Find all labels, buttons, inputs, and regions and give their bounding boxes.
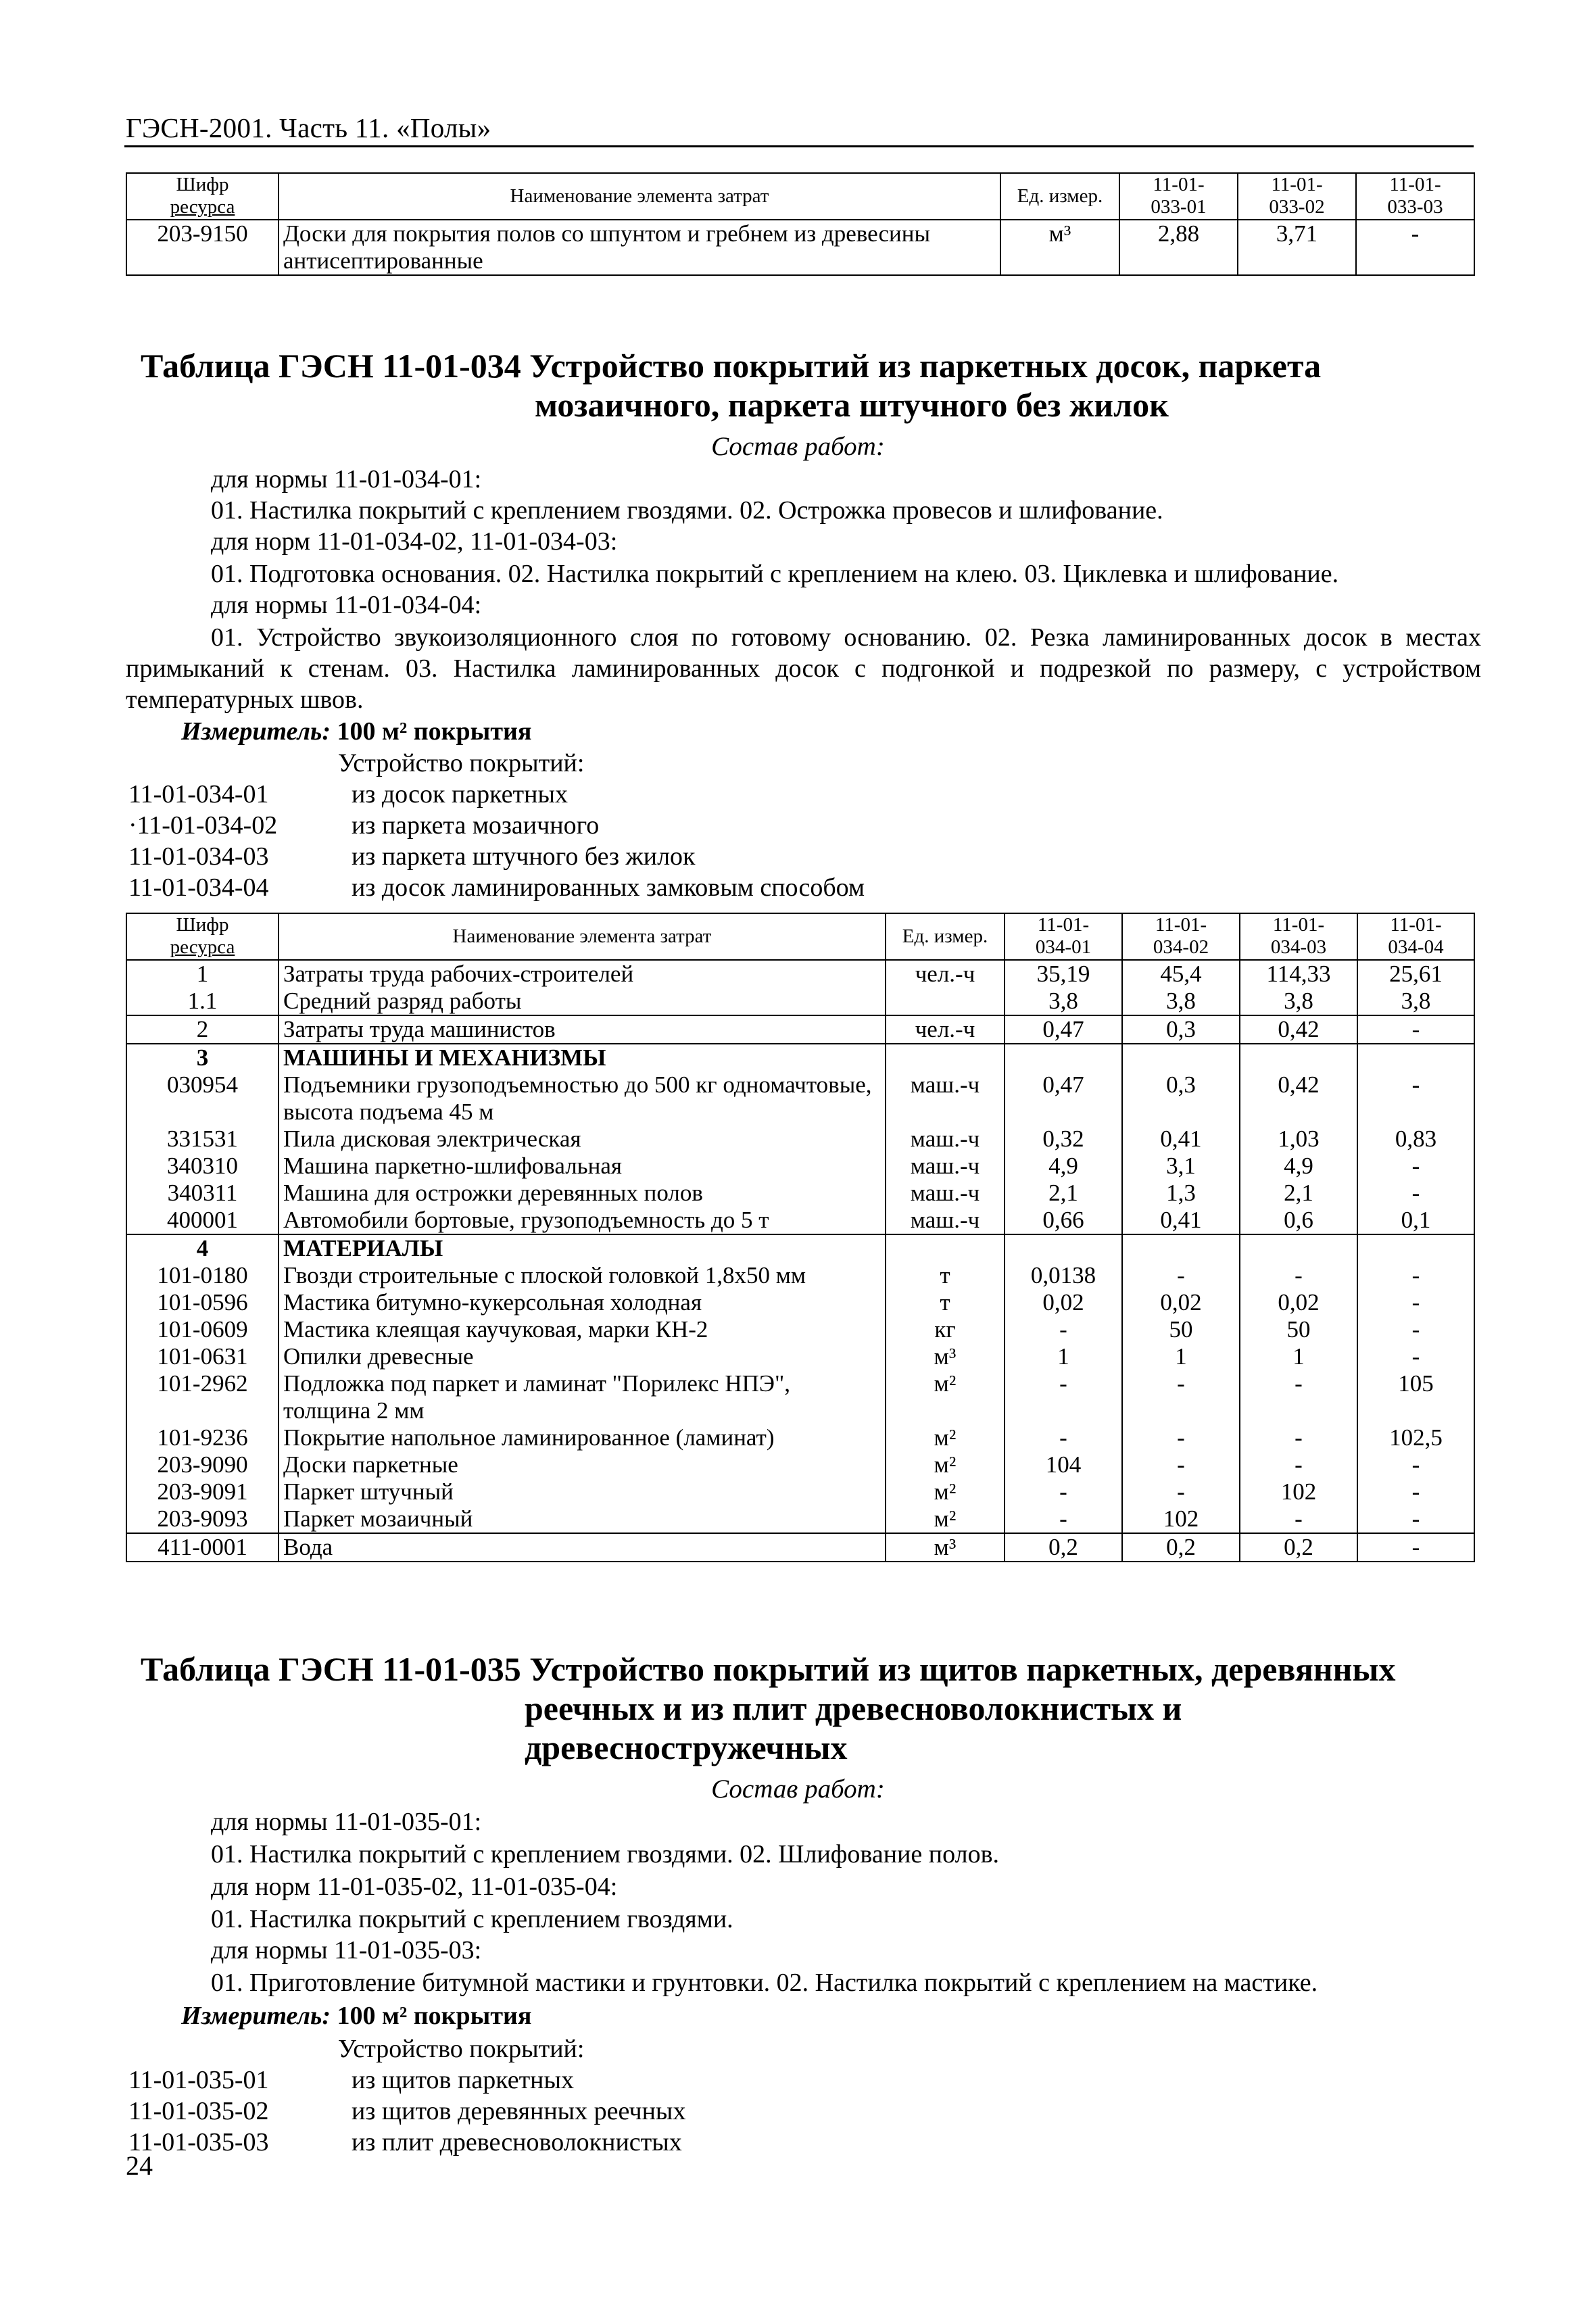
value-cell: - [1357,1262,1474,1289]
col-header-norm: 11-01- 033-03 [1356,173,1474,220]
value-cell: - [1357,1316,1474,1343]
resource-code: 101-2962 [126,1370,279,1424]
value-cell: 3,8 [1005,988,1122,1015]
table-row [126,1289,1474,1316]
col-header-unit: Ед. измер. [886,913,1005,960]
cost-item-name: Мастика клеящая каучуковая, марки КН-2 [279,1316,886,1343]
value-cell: - [1357,1478,1474,1505]
value-cell [1005,1044,1122,1071]
table-row [126,1015,1474,1044]
section-title-035: Таблица ГЭСН 11-01-035 Устройство покрытий из щитов паркетных, деревянных реечных и из плит древесноволокнистых и древесностружечных [141,1650,1396,1766]
value-cell: 0,66 [1005,1207,1122,1234]
resource-code: 030954 [126,1071,279,1126]
table-row [126,1505,1474,1533]
col-header-code: Шифр ресурса [126,913,279,960]
norm-item [128,2096,685,2127]
value-cell: 1 [1122,1343,1240,1370]
value-cell: - [1122,1262,1240,1289]
table-row [126,1533,1474,1562]
cost-item-name: Машина для острожки деревянных полов [279,1180,886,1207]
norm-description: из паркета штучного без жилок [352,842,696,871]
cost-item-name: Пила дисковая электрическая [279,1126,886,1153]
value-cell: 0,3 [1122,1071,1240,1126]
value-cell: 102 [1240,1478,1357,1505]
value-cell: - [1357,1533,1474,1562]
col-header-norm: 11-01- 033-02 [1238,173,1356,220]
unit-cell [886,1234,1005,1262]
value-cell: - [1240,1505,1357,1533]
resource-code: 101-9236 [126,1424,279,1451]
resource-code: 101-0631 [126,1343,279,1370]
value-cell: 104 [1005,1451,1122,1478]
value-cell: 4,9 [1240,1153,1357,1180]
value-cell [1357,1044,1474,1071]
resource-code: 203-9090 [126,1451,279,1478]
norm-code: 11-01-035-01 [128,2066,269,2094]
norm-item [128,810,865,841]
resource-code: 4 [126,1234,279,1262]
norm-item [128,779,865,810]
work-list: 01. Приготовление битумной мастики и грунтовки. 02. Настилка покрытий с креплением на мастике. [211,1969,1318,1997]
value-cell: - [1122,1451,1240,1478]
norm-item [128,872,865,903]
unit-cell: м² [886,1451,1005,1478]
value-cell: - [1357,1015,1474,1044]
resource-code: 400001 [126,1207,279,1234]
unit-cell: м³ [886,1533,1005,1562]
norm-description: из щитов паркетных [352,2066,575,2094]
unit-cell [886,988,1005,1015]
norm-item [128,2065,685,2096]
unit-cell: маш.-ч [886,1207,1005,1234]
measure-line: Измеритель: 100 м² покрытия [181,717,532,746]
norm-item [128,2127,685,2158]
resource-code: 3 [126,1044,279,1071]
section-title-034: Таблица ГЭСН 11-01-034 Устройство покрытий из паркетных досок, паркета мозаичного, паркета штучного без жилок [141,347,1322,424]
norm-scope: для норм 11-01-034-02, 11-01-034-03: [211,527,618,556]
value-cell: 0,02 [1240,1289,1357,1316]
unit-cell: м² [886,1478,1005,1505]
col-header-norm: 11-01- 034-03 [1240,913,1357,960]
unit-cell: чел.-ч [886,1015,1005,1044]
unit-cell: м² [886,1505,1005,1533]
value-cell: 50 [1122,1316,1240,1343]
value-cell: 0,1 [1357,1207,1474,1234]
resource-code: 340311 [126,1180,279,1207]
resource-code: 411-0001 [126,1533,279,1562]
work-list: 01. Устройство звукоизоляционного слоя по готовому основанию. 02. Резка ламинированных досок в местах примыканий к стенам. 03. Настилка ламинированных досок с подгонкой и подрезкой по размеру, с устройством температурных швов. [126,623,1481,714]
value-cell [1357,1234,1474,1262]
table-row [126,1207,1474,1234]
norm-code: 11-01-035-02 [128,2097,269,2125]
value-cell: 0,41 [1122,1207,1240,1234]
value-cell: 0,2 [1240,1533,1357,1562]
value-cell: 1 [1005,1343,1122,1370]
value-cell: - [1357,1505,1474,1533]
resource-code: 1 [126,960,279,988]
work-list: 01. Настилка покрытий с креплением гвоздями. [211,1905,733,1933]
unit-cell: м² [886,1424,1005,1451]
cost-item-name: Подложка под паркет и ламинат "Порилекс НПЭ", толщина 2 мм [279,1370,886,1424]
value-cell [1122,1234,1240,1262]
unit-cell: маш.-ч [886,1153,1005,1180]
value-cell: 3,8 [1122,988,1240,1015]
norm-code: 11-01-034-01 [128,780,269,809]
value-cell: 35,19 [1005,960,1122,988]
value-cell: 3,8 [1240,988,1357,1015]
norm-scope: для нормы 11-01-034-01: [211,465,482,493]
norm-code: 11-01-034-04 [128,873,269,902]
norm-item [128,841,865,872]
norm-code: ·11-01-034-02 [128,811,278,840]
resource-code: 203-9091 [126,1478,279,1505]
norm-scope: для норм 11-01-035-02, 11-01-035-04: [211,1873,618,1901]
value-cell: 102 [1122,1505,1240,1533]
table-row [126,1153,1474,1180]
value-cell: - [1005,1505,1122,1533]
cost-item-name: Затраты труда рабочих-строителей [279,960,886,988]
device-label: Устройство покрытий: [338,749,585,777]
value-cell: 45,4 [1122,960,1240,988]
cost-item-name: МАШИНЫ И МЕХАНИЗМЫ [279,1044,886,1071]
works-label: Состав работ: [711,1775,885,1804]
value-cell: 1 [1240,1343,1357,1370]
page-number: 24 [126,2150,153,2181]
resource-code: 101-0596 [126,1289,279,1316]
value-cell: - [1005,1370,1122,1424]
norm-scope: для нормы 11-01-034-04: [211,591,482,619]
running-header: ГЭСН-2001. Часть 11. «Полы» [126,112,491,143]
cost-item-name: Вода [279,1533,886,1562]
table-033-continuation [126,172,1475,276]
value-cell: 105 [1357,1370,1474,1424]
cost-item-name: Мастика битумно-кукерсольная холодная [279,1289,886,1316]
unit-cell: т [886,1262,1005,1289]
unit-cell: маш.-ч [886,1126,1005,1153]
value-cell: - [1005,1316,1122,1343]
unit-cell: маш.-ч [886,1180,1005,1207]
table-row [126,1126,1474,1153]
value-cell: - [1357,1343,1474,1370]
value-cell: 0,42 [1240,1071,1357,1126]
table-row [126,1180,1474,1207]
value-cell: 0,0138 [1005,1262,1122,1289]
norm-description: из досок паркетных [352,780,569,809]
table-row [126,1451,1474,1478]
norm-list [128,2065,685,2158]
cost-item-name: МАТЕРИАЛЫ [279,1234,886,1262]
works-label: Состав работ: [711,432,885,461]
value-cell: - [1240,1262,1357,1289]
table-row [126,1370,1474,1424]
value-cell: 0,47 [1005,1071,1122,1126]
value-cell: - [1122,1478,1240,1505]
unit-cell: м² [886,1370,1005,1424]
unit-cell: маш.-ч [886,1071,1005,1126]
work-list: 01. Настилка покрытий с креплением гвоздями. 02. Шлифование полов. [211,1840,1000,1868]
cost-item-name: Гвозди строительные с плоской головкой 1,8x50 мм [279,1262,886,1289]
table-row [126,1478,1474,1505]
cost-item-name: Подъемники грузоподъемностью до 500 кг одномачтовые, высота подъема 45 м [279,1071,886,1126]
value-cell: - [1240,1451,1357,1478]
value-cell: 1,03 [1240,1126,1357,1153]
cost-item-name: Средний разряд работы [279,988,886,1015]
col-header-unit: Ед. измер. [1000,173,1119,220]
table-row: 203-9150 Доски для покрытия полов со шпунтом и гребнем из древесины антисептированные м³ 2,88 3,71 - [126,220,1474,275]
value-cell: 50 [1240,1316,1357,1343]
table-row [126,960,1474,988]
cost-item-name: Опилки древесные [279,1343,886,1370]
resource-code: 331531 [126,1126,279,1153]
value-cell: 102,5 [1357,1424,1474,1451]
value-cell: - [1240,1424,1357,1451]
cost-item-name: Затраты труда машинистов [279,1015,886,1044]
cost-item-name: Доски паркетные [279,1451,886,1478]
device-label: Устройство покрытий: [338,2035,585,2063]
norm-description: из щитов деревянных реечных [352,2097,686,2125]
resource-code: 101-0609 [126,1316,279,1343]
value-cell: 0,32 [1005,1126,1122,1153]
value-cell: 0,83 [1357,1126,1474,1153]
value-cell: 1,3 [1122,1180,1240,1207]
unit-cell [886,1044,1005,1071]
col-header-name: Наименование элемента затрат [279,913,886,960]
value-cell: - [1005,1478,1122,1505]
value-cell: - [1122,1370,1240,1424]
value-cell: - [1357,1180,1474,1207]
value-cell: 25,61 [1357,960,1474,988]
measure-line: Измеритель: 100 м² покрытия [181,2002,532,2030]
value-cell: 3,1 [1122,1153,1240,1180]
value-cell [1240,1234,1357,1262]
cost-item-name: Покрытие напольное ламинированное (ламинат) [279,1424,886,1451]
norm-scope: для нормы 11-01-035-01: [211,1808,482,1836]
value-cell: 0,42 [1240,1015,1357,1044]
norm-code: 11-01-034-03 [128,842,269,871]
table-row [126,1262,1474,1289]
header-rule [124,145,1474,147]
cost-item-name: Автомобили бортовые, грузоподъемность до 5 т [279,1207,886,1234]
value-cell: 2,1 [1240,1180,1357,1207]
col-header-code: Шифр ресурса [126,173,279,220]
table-row [126,1071,1474,1126]
unit-cell: м³ [886,1343,1005,1370]
norm-description: из досок ламинированных замковым способом [352,873,865,902]
value-cell: - [1357,1289,1474,1316]
resource-code: 1.1 [126,988,279,1015]
value-cell: - [1122,1424,1240,1451]
col-header-name: Наименование элемента затрат [279,173,1000,220]
value-cell: 0,47 [1005,1015,1122,1044]
table-034 [126,913,1475,1562]
value-cell [1240,1044,1357,1071]
value-cell: 3,8 [1357,988,1474,1015]
col-header-norm: 11-01- 034-04 [1357,913,1474,960]
value-cell: - [1357,1153,1474,1180]
unit-cell: чел.-ч [886,960,1005,988]
cost-item-name: Паркет мозаичный [279,1505,886,1533]
resource-code: 340310 [126,1153,279,1180]
resource-code: 101-0180 [126,1262,279,1289]
value-cell: 4,9 [1005,1153,1122,1180]
value-cell: 0,02 [1122,1289,1240,1316]
value-cell [1122,1044,1240,1071]
value-cell: - [1005,1424,1122,1451]
value-cell: - [1357,1071,1474,1126]
cost-item-name: Машина паркетно-шлифовальная [279,1153,886,1180]
value-cell: 0,41 [1122,1126,1240,1153]
value-cell: 0,3 [1122,1015,1240,1044]
value-cell [1005,1234,1122,1262]
value-cell: 0,6 [1240,1207,1357,1234]
resource-code: 203-9093 [126,1505,279,1533]
col-header-norm: 11-01- 034-01 [1005,913,1122,960]
col-header-norm: 11-01- 033-01 [1119,173,1238,220]
work-list: 01. Подготовка основания. 02. Настилка покрытий с креплением на клею. 03. Циклевка и шлифование. [211,560,1339,588]
table-row [126,988,1474,1015]
value-cell: 114,33 [1240,960,1357,988]
resource-code: 2 [126,1015,279,1044]
value-cell: 0,02 [1005,1289,1122,1316]
norm-description: из паркета мозаичного [352,811,600,840]
norm-scope: для нормы 11-01-035-03: [211,1936,482,1964]
value-cell: - [1240,1370,1357,1424]
unit-cell: т [886,1289,1005,1316]
col-header-norm: 11-01- 034-02 [1122,913,1240,960]
table-row [126,1234,1474,1262]
table-row [126,1343,1474,1370]
cost-item-name: Паркет штучный [279,1478,886,1505]
value-cell: - [1357,1451,1474,1478]
norm-description: из плит древесноволокнистых [352,2128,682,2156]
value-cell: 2,1 [1005,1180,1122,1207]
table-row [126,1316,1474,1343]
unit-cell: кг [886,1316,1005,1343]
norm-code: 11-01-035-03 [128,2128,269,2156]
table-row [126,1044,1474,1071]
value-cell: 0,2 [1122,1533,1240,1562]
value-cell: 0,2 [1005,1533,1122,1562]
table-row [126,1424,1474,1451]
norm-list [128,779,865,903]
work-list: 01. Настилка покрытий с креплением гвоздями. 02. Острожка провесов и шлифование. [211,496,1163,525]
